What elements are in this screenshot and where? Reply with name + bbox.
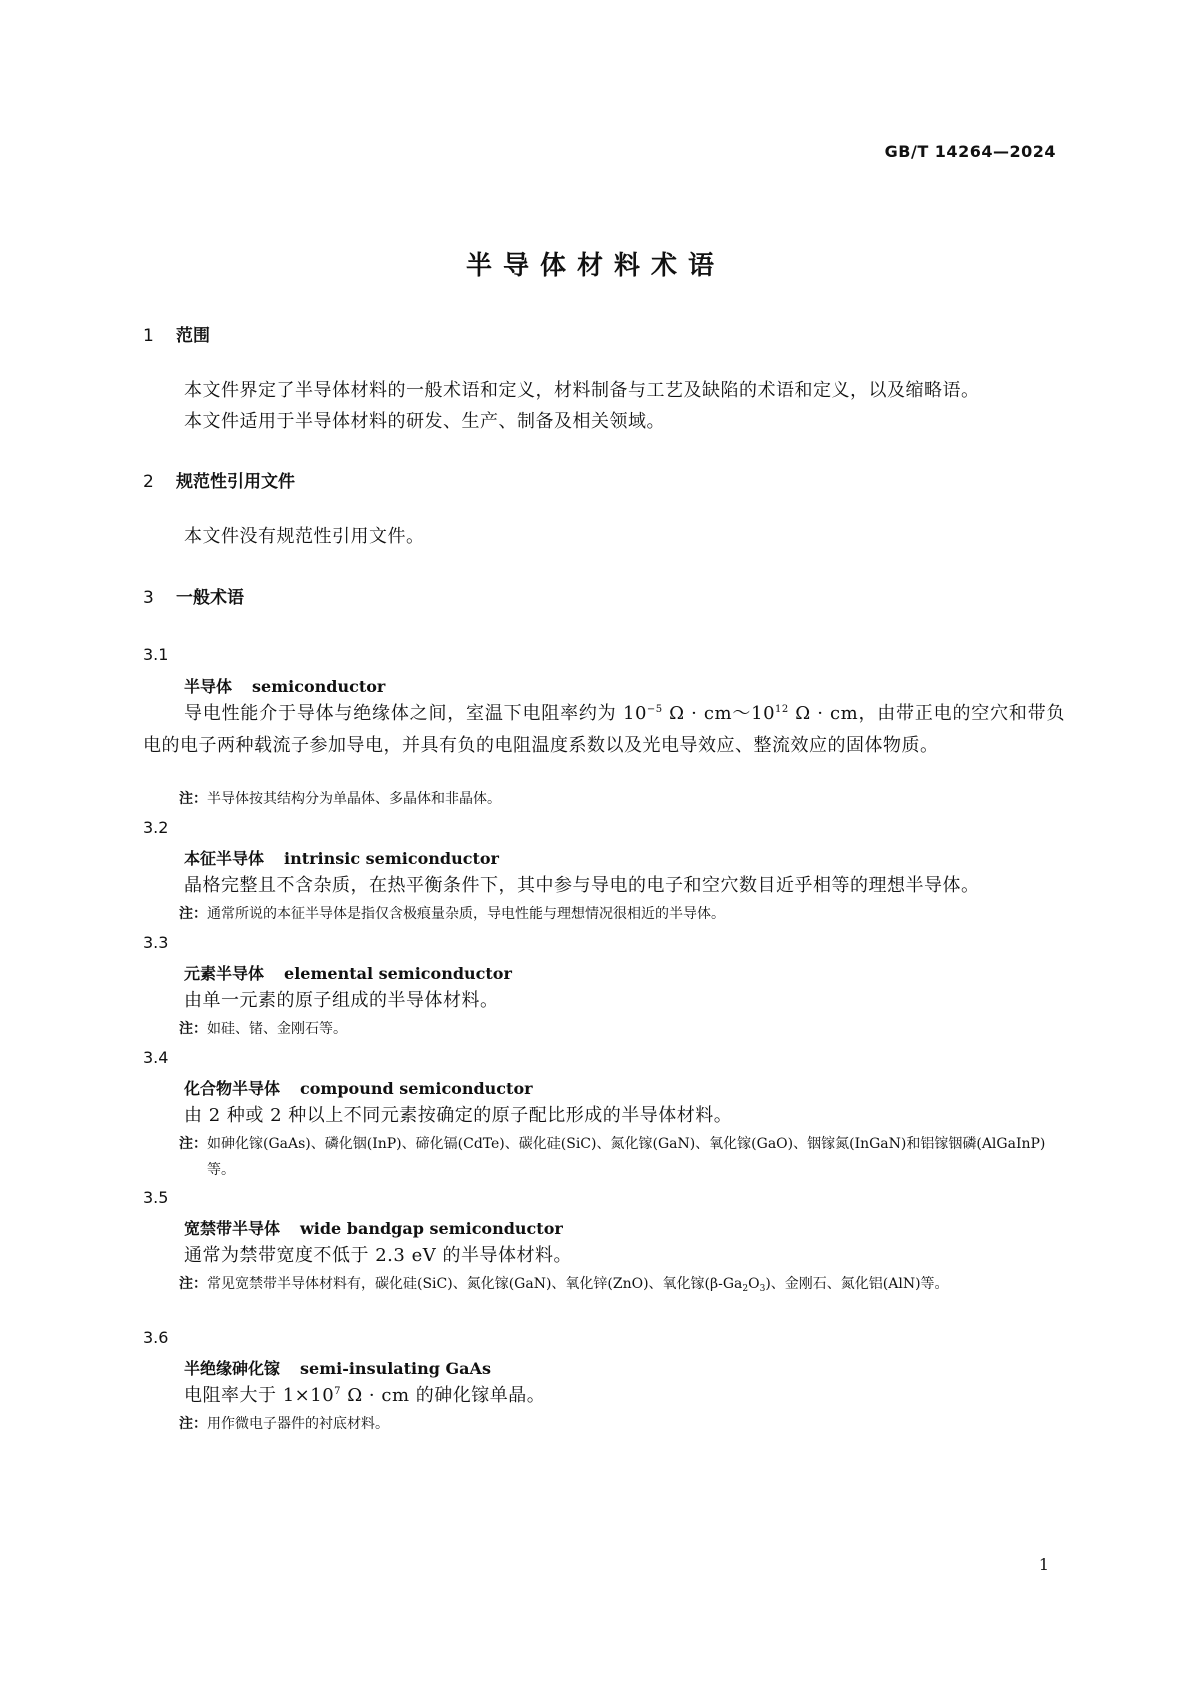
- exponent: −5: [646, 704, 663, 715]
- term-note: [179, 786, 1069, 812]
- note-text-part: O: [748, 1276, 760, 1292]
- section-number: 2: [143, 472, 154, 492]
- scope-paragraph-2: 本文件适用于半导体材料的研发、生产、制备及相关领域。: [184, 411, 665, 432]
- term-zh: 半绝缘砷化镓: [184, 1359, 281, 1378]
- term-note: [179, 1131, 1069, 1183]
- note-text: 如硅、锗、金刚石等。: [207, 1021, 347, 1037]
- term-definition: [143, 698, 1065, 762]
- note-text: 半导体按其结构分为单晶体、多晶体和非晶体。: [207, 791, 501, 807]
- term-note: [179, 901, 1069, 927]
- term-en: compound semiconductor: [300, 1079, 533, 1098]
- definition-text: Ω · cm 的砷化镓单晶。: [341, 1385, 546, 1406]
- term-heading: [184, 1076, 533, 1099]
- term-number: 3.1: [143, 645, 169, 664]
- note-label: 注：: [179, 1276, 207, 1292]
- term-number: 3.5: [143, 1188, 169, 1207]
- note-label: 注：: [179, 791, 207, 807]
- note-label: 注：: [179, 1136, 207, 1152]
- term-zh: 本征半导体: [184, 849, 265, 868]
- term-definition: 晶格完整且不含杂质，在热平衡条件下，其中参与导电的电子和空穴数目近乎相等的理想半导体。: [184, 875, 980, 896]
- term-number: 3.4: [143, 1048, 169, 1067]
- term-note: [179, 1271, 1069, 1297]
- section-number: 1: [143, 326, 154, 346]
- term-zh: 化合物半导体: [184, 1079, 281, 1098]
- section-title: 一般术语: [176, 588, 244, 608]
- note-label: 注：: [179, 1416, 207, 1432]
- subscript: 3: [759, 1284, 766, 1294]
- term-number: 3.2: [143, 818, 169, 837]
- note-label: 注：: [179, 1021, 207, 1037]
- term-number: 3.3: [143, 933, 169, 952]
- page-number: 1: [1038, 1555, 1049, 1574]
- note-label: 注：: [179, 906, 207, 922]
- section-2-heading: [143, 467, 295, 492]
- definition-text: Ω · cm～10: [662, 703, 776, 724]
- term-definition: 通常为禁带宽度不低于 2.3 eV 的半导体材料。: [184, 1245, 572, 1266]
- definition-text: Ω · cm，由带正电的空穴和带负电的电子两种载流子参加导电，并具有负的电阻温度系数以及光电导效应、整流效应的固体物质。: [143, 703, 1065, 756]
- note-text: 用作微电子器件的衬底材料。: [207, 1416, 389, 1432]
- note-text: 通常所说的本征半导体是指仅含极痕量杂质，导电性能与理想情况很相近的半导体。: [207, 906, 725, 922]
- term-heading: [184, 674, 385, 697]
- term-heading: [184, 961, 512, 984]
- note-text: [207, 1271, 1069, 1297]
- note-text-part: 常见宽禁带半导体材料有，碳化硅(SiC)、氮化镓(GaN)、氧化锌(ZnO)、氧化镓(β-Ga: [207, 1276, 743, 1292]
- section-number: 3: [143, 588, 154, 608]
- term-en: wide bandgap semiconductor: [300, 1219, 563, 1238]
- section-title: 范围: [176, 326, 210, 346]
- term-definition: [184, 1380, 1064, 1412]
- term-definition: 由单一元素的原子组成的半导体材料。: [184, 990, 499, 1011]
- scope-paragraph-1: 本文件界定了半导体材料的一般术语和定义，材料制备与工艺及缺陷的术语和定义，以及缩略语。: [184, 380, 980, 401]
- section-title: 规范性引用文件: [176, 472, 295, 492]
- term-en: semiconductor: [252, 677, 386, 696]
- term-heading: [184, 846, 499, 869]
- term-en: semi-insulating GaAs: [300, 1359, 491, 1378]
- term-zh: 宽禁带半导体: [184, 1219, 281, 1238]
- term-heading: [184, 1216, 563, 1239]
- term-en: elemental semiconductor: [284, 964, 512, 983]
- definition-text: 导电性能介于导体与绝缘体之间，室温下电阻率约为 10: [184, 703, 647, 724]
- section-1-heading: [143, 321, 210, 346]
- standard-number: GB/T 14264—2024: [884, 142, 1056, 161]
- document-title: 半导体材料术语: [465, 251, 725, 281]
- normative-paragraph: 本文件没有规范性引用文件。: [184, 526, 425, 547]
- term-zh: 半导体: [184, 677, 233, 696]
- term-definition: 由 2 种或 2 种以上不同元素按确定的原子配比形成的半导体材料。: [184, 1105, 733, 1126]
- note-text-part: )、金刚石、氮化铝(AlN)等。: [765, 1276, 949, 1292]
- note-text: 如砷化镓(GaAs)、磷化铟(InP)、碲化镉(CdTe)、碳化硅(SiC)、氮化镓(GaN)、氧化镓(GaO)、铟镓氮(InGaN)和铝镓铟磷(AlGaInP)等。: [207, 1136, 1046, 1178]
- exponent: 12: [775, 704, 789, 715]
- definition-text: 电阻率大于 1×10: [184, 1385, 335, 1406]
- term-number: 3.6: [143, 1328, 169, 1347]
- term-note: [179, 1411, 1069, 1437]
- term-note: [179, 1016, 1069, 1042]
- term-zh: 元素半导体: [184, 964, 265, 983]
- exponent: 7: [334, 1386, 342, 1397]
- term-en: intrinsic semiconductor: [284, 849, 499, 868]
- term-heading: [184, 1356, 491, 1379]
- subscript: 2: [742, 1284, 749, 1294]
- section-3-heading: [143, 583, 244, 608]
